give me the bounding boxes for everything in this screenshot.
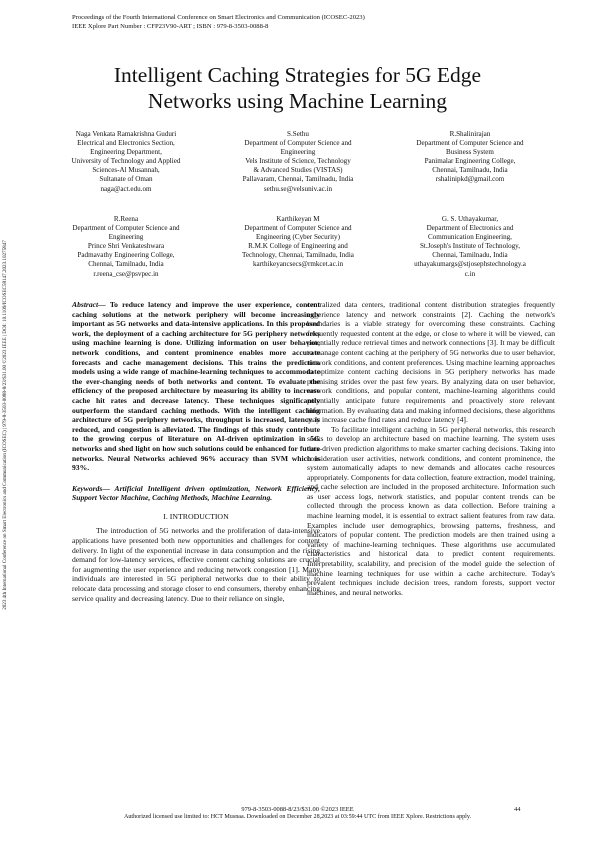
author-affiliation-line: Sciences-Al Musannah,: [92, 166, 160, 175]
author-block: [384, 130, 556, 185]
side-doi-strip: [0, 110, 10, 740]
author-affiliation-line: Chennai, Tamilnadu, India: [432, 166, 508, 175]
author-affiliation-line: rshalinipkd@gmail.com: [435, 175, 505, 184]
author-affiliation-line: Engineering Department,: [90, 148, 162, 157]
left-column: [72, 300, 320, 603]
intro-paragraph: The introduction of 5G networks and the proliferation of data-intensive applications have presented both new opportunities and challenges for content delivery. In light of the exponential increase in data consumption and the rising demand for low-latency services, effective content caching solutions are crucial for augmenting the user experience and reducing network congestion [1]. Many individuals are interested in 5G peripheral networks due to their ability to relocate data processing and storage closer to end consumers, thereby enhancing service quality and decreasing latency. Due to their reliance on single,: [72, 526, 320, 603]
author-affiliation-line: Engineering (Cyber Security): [256, 233, 340, 242]
author-name: R.Shalinirajan: [449, 130, 491, 138]
author-affiliation-line: Department of Computer Science and: [72, 224, 180, 233]
author-affiliation-line: Panimalar Engineering College,: [424, 157, 516, 166]
author-affiliation-line: Department of Computer Science and: [244, 139, 352, 148]
keywords: [72, 484, 320, 503]
keywords-text: Artificial Intelligent driven optimization, Network Efficiency, Support Vector Machine, Caching Methods, Machine Learning.: [72, 483, 320, 503]
author-affiliation-line: University of Technology and Applied: [71, 157, 181, 166]
author-affiliation-line: sethu.se@velsuniv.ac.in: [263, 184, 333, 193]
author-affiliation-line: Pallavaram, Chennai, Tamilnadu, India: [242, 175, 354, 184]
section-heading: I. INTRODUCTION: [163, 511, 229, 521]
author-affiliation-line: Engineering: [108, 233, 144, 242]
author-name: G. S. Uthayakumar,: [441, 215, 499, 223]
right-column: [307, 300, 555, 597]
author-affiliation-line: Department of Computer Science and: [416, 139, 524, 148]
author-affiliation-line: Padmavathy Engineering College,: [77, 251, 175, 260]
title-line-2: Networks using Machine Learning: [147, 89, 448, 113]
author-block: [384, 215, 556, 279]
author-affiliation-line: & Advanced Studies (VISTAS): [253, 166, 343, 175]
author-affiliation-line: naga@act.edu.om: [100, 184, 152, 193]
author-affiliation-line: Chennai, Tamilnadu, India: [88, 260, 164, 269]
author-affiliation-line: uthayakumargs@stjosephstechnology.a: [414, 260, 526, 269]
author-block: [40, 130, 212, 194]
running-header: [72, 13, 365, 31]
abstract-text: To reduce latency and improve the user experience, content caching solutions at the network periphery will become increasingly important as 5G networks and data-intensive applications. In this proposed work, the deployment of a caching architecture for 5G periphery networks using machine learning is done. Utilizing information on user behavior, network conditions, and content prominence enables more accurate forecasts and cache management decisions. This trains the prediction models using a wide range of machine-learning techniques to accommodate the ever-changing needs of both networks and content. To evaluate the efficiency of the proposed architecture by measuring its ability to increase cache hit rates and decrease latency. These techniques significantly outperform the standard caching methods. With the intelligent caching architecture of 5G periphery networks, throughput is increased, latency is reduced, and congestion is alleviated. The findings of this study contribute to the growing corpus of literature on AI-driven optimization in 5G networks and shed light on how such solutions could be enhanced for future networks. Neural Networks achieved 96% accuracy than SVM which is 93%.: [72, 300, 320, 473]
title-line-1: Intelligent Caching Strategies for 5G Edge: [113, 63, 482, 87]
abstract: [72, 300, 320, 473]
author-affiliation-line: Vels Institute of Science, Technology: [245, 157, 351, 166]
header-line-1: Proceedings of the Fourth International Conference on Smart Electronics and Communication (ICOSEC-2023): [72, 14, 365, 21]
author-affiliation-line: karthikeyancsecs@rmkcet.ac.in: [252, 260, 344, 269]
author-affiliation-line: Chennai, Tamilnadu, India: [432, 251, 508, 260]
side-doi-text: 2023 4th International Conference on Smart Electronics and Communication (ICOSEC) | 979-8-3503-0088-8/23/$31.00 ©2023 IEEE | DOI: 10.1109/ICOSEC58147.2023.10275847: [2, 240, 8, 610]
author-affiliation-line: Department of Computer Science and: [244, 224, 352, 233]
author-affiliation-line: St.Joseph's Institute of Technology,: [419, 242, 521, 251]
license-line: Authorized licensed use limited to: HCT Musnaa. Downloaded on December 28,2023 at 03:59:44 UTC from IEEE Xplore. Restrictions apply.: [123, 814, 472, 820]
author-affiliation-line: Department of Electronics and: [426, 224, 514, 233]
author-name: R.Reena: [113, 215, 139, 223]
abstract-label: Abstract—: [72, 300, 106, 309]
author-block: [212, 130, 384, 194]
author-block: [212, 215, 384, 270]
author-name: Naga Venkata Ramakrishna Guduri: [75, 130, 177, 138]
author-affiliation-line: Engineering: [280, 148, 316, 157]
author-affiliation-line: r.reena_cse@psvpec.in: [93, 269, 159, 278]
author-name: S.Sethu: [287, 130, 309, 138]
paper-title: [40, 62, 555, 114]
author-affiliation-line: c.in: [464, 269, 476, 278]
body-paragraph: centralized data centers, traditional content distribution strategies frequently experience latency and network constraints [2]. Caching the network's boundaries is a viable strategy for overcoming these constraints. Caching frequently requested content at the edge, or close to where it will be viewed, can potentially reduce retrieval times and network connections [3]. It may be difficult to manage content caching at the periphery of 5G networks due to user behavior, network conditions, and content preferences. Using machine learning approaches to optimize content caching decisions in 5G periphery networks has made promising strides over the past few years. By analyzing data on user behavior, network conditions, and popular content, machine-learning algorithms could potentially anticipate future requirements and proactively store relevant information. By evaluating data and making informed decisions, these algorithms may increase cache find rates and reduce latency [4].: [307, 300, 555, 425]
body-paragraph: To facilitate intelligent caching in 5G peripheral networks, this research seeks to develop an architecture based on machine learning. The system uses data-driven prediction algorithms to make smarter caching decisions. Taking into consideration user activities, network conditions, and content prominence, the system automatically adapts to new demands and allocates cache resources appropriately. Components for data collection, feature extraction, model training, and cache selection are included in the proposed architecture. Information such as user access logs, network statistics, and popular content trends can be collected through the process known as data collection. Before training a machine learning model, it is essential to extract salient features from raw data. Examples include user demographics, browsing patterns, freshness, and indicators of popular content. The prediction models are then trained using a variety of machine-learning techniques. These algorithms use accumulated characteristics and historical data to predict content requirements. Interpretability, scalability, and precision of the model guide the selection of machine learning techniques for use within a cache architecture. Today's prevalent techniques include decision trees, random forests, support vector machines, and neural networks.: [307, 424, 555, 597]
author-name: Karthikeyan M: [276, 215, 320, 223]
author-affiliation-line: R.M.K College of Engineering and: [248, 242, 348, 251]
author-affiliation-line: Prince Shri Venkateshwara: [87, 242, 165, 251]
author-affiliation-line: Sultanate of Oman: [99, 175, 153, 184]
copyright-line: 979-8-3503-0088-8/23/$31.00 ©2023 IEEE: [241, 806, 354, 813]
author-block: [40, 215, 212, 279]
keywords-label: Keywords—: [72, 483, 110, 493]
author-affiliation-line: Communication Engineering,: [428, 233, 512, 242]
author-affiliation-line: Business System: [446, 148, 494, 157]
header-line-2: IEEE Xplore Part Number : CFP23V90-ART ; ISBN : 979-8-3503-0088-8: [72, 23, 269, 30]
author-affiliation-line: Electrical and Electronics Section,: [77, 139, 175, 148]
page-number: 44: [514, 806, 521, 813]
author-affiliation-line: Technology, Chennai, Tamilnadu, India: [242, 251, 354, 260]
